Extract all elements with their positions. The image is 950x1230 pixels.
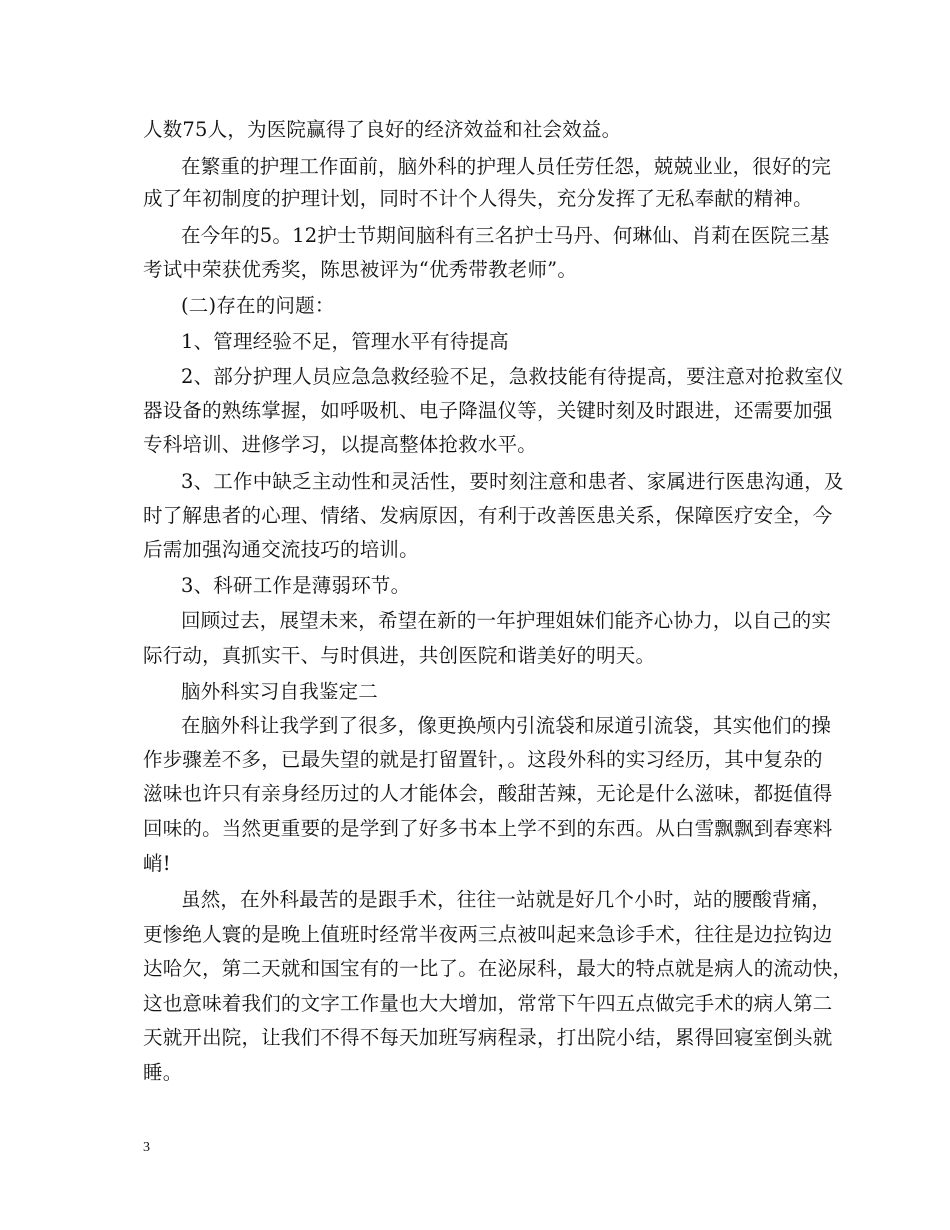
list-item: 3、科研工作是薄弱环节。 bbox=[181, 574, 411, 597]
text-line: 峭! bbox=[143, 852, 171, 875]
text-line: 在脑外科让我学到了很多，像更换颅内引流袋和尿道引流袋，其实他们的操 bbox=[181, 714, 832, 737]
text-line: 在今年的5。12护士节期间脑科有三名护士马丹、何琳仙、肖莉在医院三基 bbox=[181, 224, 830, 247]
text-line: 在繁重的护理工作面前，脑外科的护理人员任劳任怨，兢兢业业，很好的完 bbox=[181, 155, 832, 178]
text-line: 滋味也许只有亲身经历过的人才能体会，酸甜苦辣，无论是什么滋味，都挺值得 bbox=[143, 782, 833, 805]
text-line: 成了年初制度的护理计划，同时不计个人得失，充分发挥了无私奉献的精神。 bbox=[143, 187, 813, 210]
list-item: 1、管理经验不足，管理水平有待提高 bbox=[181, 330, 509, 353]
text-line: 际行动，真抓实干、与时俱进，共创医院和谐美好的明天。 bbox=[143, 644, 656, 667]
text-line: 达哈欠，第二天就和国宝有的一比了。在泌尿科，最大的特点就是病人的流动快， bbox=[143, 957, 853, 980]
section-heading: 脑外科实习自我鉴定二 bbox=[181, 680, 379, 703]
text-line: 人数75人，为医院赢得了良好的经济效益和社会效益。 bbox=[143, 118, 622, 141]
text-line: 器设备的熟练掌握，如呼吸机、电子降温仪等，关键时刻及时跟进，还需要加强 bbox=[143, 399, 833, 422]
list-item: 3、工作中缺乏主动性和灵活性，要时刻注意和患者、家属进行医患沟通，及 bbox=[181, 470, 844, 493]
text-line: 天就开出院，让我们不得不每天加班写病程录，打出院小结，累得回寝室倒头就 bbox=[143, 1026, 833, 1049]
text-line: 作步骤差不多，已最失望的就是打留置针，。这段外科的实习经历，其中复杂的 bbox=[143, 748, 823, 771]
text-line: 考试中荣获优秀奖，陈思被评为“优秀带教老师”。 bbox=[143, 258, 578, 281]
text-line: 专科培训、进修学习，以提高整体抢救水平。 bbox=[143, 433, 538, 456]
text-line: 睡。 bbox=[143, 1061, 183, 1084]
text-line: 后需加强沟通交流技巧的培训。 bbox=[143, 538, 419, 561]
text-line: 回味的。当然更重要的是学到了好多书本上学不到的东西。从白雪飘飘到春寒料 bbox=[143, 817, 833, 840]
text-line: 这也意味着我们的文字工作量也大大增加，常常下午四五点做完手术的病人第二 bbox=[143, 992, 833, 1015]
text-line: 更惨绝人寰的是晚上值班时经常半夜两三点被叫起来急诊手术，往往是边拉钩边 bbox=[143, 923, 833, 946]
text-line: 时了解患者的心理、情绪、发病原因，有利于改善医患关系，保障医疗安全，今 bbox=[143, 504, 833, 527]
section-heading: (二)存在的问题： bbox=[181, 294, 335, 317]
text-line: 回顾过去，展望未来，希望在新的一年护理姐妹们能齐心协力，以自己的实 bbox=[181, 609, 832, 632]
list-item: 2、部分护理人员应急急救经验不足，急救技能有待提高，要注意对抢救室仪 bbox=[181, 365, 844, 388]
page-number: 3 bbox=[143, 1140, 150, 1155]
text-line: 虽然，在外科最苦的是跟手术，往往一站就是好几个小时，站的腰酸背痛， bbox=[181, 888, 832, 911]
